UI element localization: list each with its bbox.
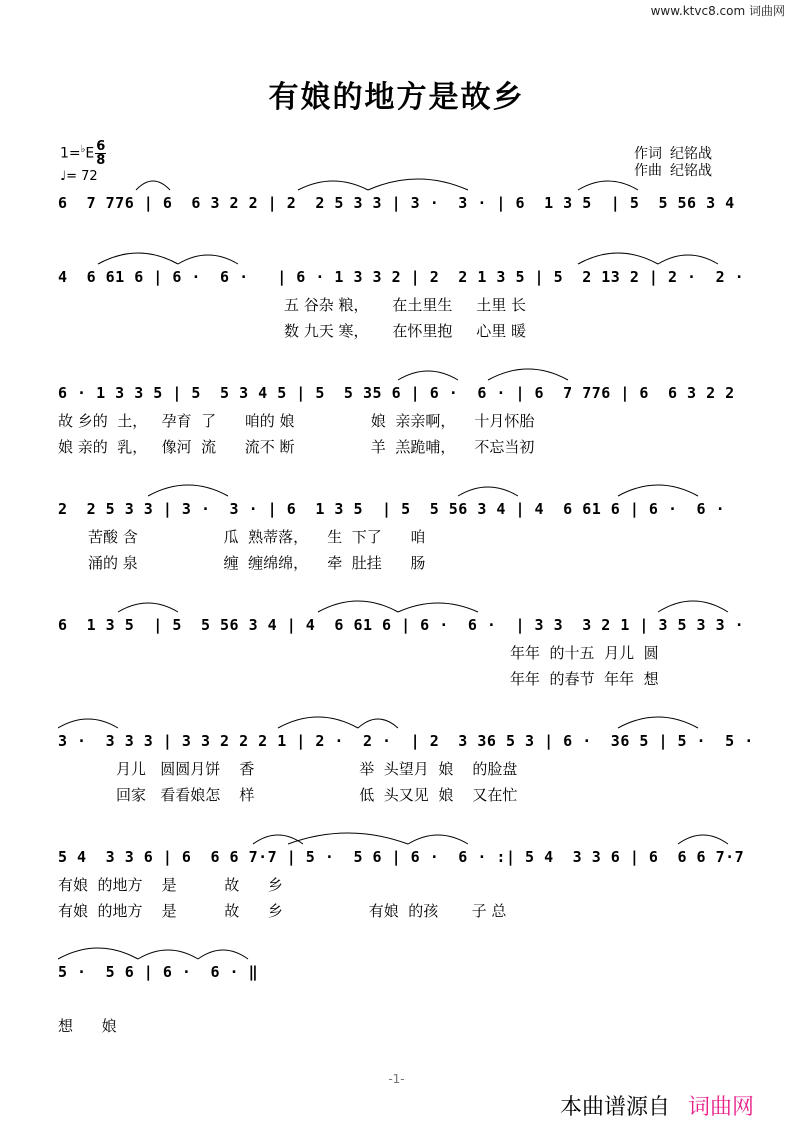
jianpu-notes: 5 · 5 6 | 6 · 6 · ‖ — [58, 963, 259, 981]
jianpu-notes: 2 2 5 3 3 | 3 · 3 · | 6 1 3 5 | 5 5 56 3 4 | 4 6 61 6 | 6 · 6 · — [58, 500, 726, 518]
jianpu-notes: 4 6 61 6 | 6 · 6 · | 6 · 1 3 3 2 | 2 2 1 3 5 | 5 2 13 2 | 2 · 2 · — [58, 268, 745, 286]
source-watermark — [560, 1090, 754, 1121]
lyrics-verse-2: 年年 的春节 年年 想 — [510, 670, 659, 688]
slur-marks — [58, 594, 730, 616]
slur-marks — [58, 246, 730, 268]
site-url[interactable]: www.ktvc8.com — [650, 4, 746, 18]
key-tonic: E — [85, 145, 95, 162]
lyrics-verse-2: 数 九天 寒， 在怀里抱 心里 暖 — [284, 322, 526, 340]
jianpu-notes: 5 4 3 3 6 | 6 6 6 7·7 | 5 · 5 6 | 6 · 6 · :| 5 4 3 3 6 | 6 6 6 7·7 — [58, 848, 745, 866]
key-do-label: 1= — [60, 145, 81, 162]
slur-marks — [58, 941, 730, 963]
time-signature — [95, 140, 106, 167]
site-header — [651, 2, 785, 19]
time-bottom: 8 — [96, 153, 106, 168]
watermark-brand[interactable]: 词曲网 — [688, 1095, 755, 1120]
song-title: 有娘的地方是故乡 — [268, 80, 525, 115]
lyrics-verse-2: 回家 看看娘怎 样 低 头又见 娘 又在忙 — [116, 786, 518, 804]
lyricist-label: 作词 — [634, 146, 662, 162]
key-signature — [60, 140, 106, 167]
slur-marks — [58, 826, 730, 848]
lyrics-verse-1: 月儿 圆圆月饼 香 举 头望月 娘 的脸盘 — [116, 760, 518, 778]
slur-marks — [58, 362, 730, 384]
slur-marks — [58, 172, 730, 194]
flat-sign: ♭ — [80, 143, 86, 155]
jianpu-notes: 6 · 1 3 3 5 | 5 5 3 4 5 | 5 5 35 6 | 6 · 6 · | 6 7 776 | 6 6 3 2 2 — [58, 384, 735, 402]
composer-name: 纪铭战 — [670, 163, 712, 179]
time-top: 6 — [96, 139, 106, 154]
jianpu-notes: 3 · 3 3 3 | 3 3 2 2 2 1 | 2 · 2 · | 2 3 36 5 3 | 6 · 36 5 | 5 · 5 · — [58, 732, 754, 750]
tempo-value: = 72 — [66, 169, 98, 184]
lyrics-verse-1: 五 谷杂 粮， 在土里生 土里 长 — [284, 296, 526, 314]
watermark-text: 本曲谱源自 — [560, 1095, 671, 1120]
page-number: -1- — [388, 1072, 405, 1086]
composer-label: 作曲 — [634, 163, 662, 179]
lyrics-verse-2: 娘 亲的 乳， 像河 流 流不 断 羊 羔跪哺， 不忘当初 — [58, 438, 535, 456]
jianpu-notes: 6 7 776 | 6 6 3 2 2 | 2 2 5 3 3 | 3 · 3 · | 6 1 3 5 | 5 5 56 3 4 — [58, 194, 735, 212]
slur-marks — [58, 478, 730, 500]
lyrics-verse-1: 故 乡的 土， 孕育 了 咱的 娘 娘 亲亲啊， 十月怀胎 — [58, 412, 535, 430]
site-name[interactable]: 词曲网 — [748, 4, 785, 18]
lyrics-verse-2: 有娘 的地方 是 故 乡 有娘 的孩 子 总 — [58, 902, 507, 920]
slur-marks — [58, 710, 730, 732]
lyricist-name: 纪铭战 — [670, 146, 712, 162]
quarter-note-icon: ♩ — [60, 169, 67, 184]
jianpu-notes: 6 1 3 5 | 5 5 56 3 4 | 4 6 61 6 | 6 · 6 · | 3 3 3 2 1 | 3 5 3 3 · — [58, 616, 745, 634]
lyrics-verse-1: 年年 的十五 月儿 圆 — [510, 644, 659, 662]
lyrics-verse-1: 苦酸 含 瓜 熟蒂落， 生 下了 咱 — [88, 528, 426, 546]
lyrics-verse-2: 涌的 泉 缠 缠绵绵， 牵 肚挂 肠 — [88, 554, 426, 572]
lyrics-verse-1: 有娘 的地方 是 故 乡 — [58, 876, 283, 894]
lyrics-verse-1: 想 娘 — [58, 1017, 117, 1035]
